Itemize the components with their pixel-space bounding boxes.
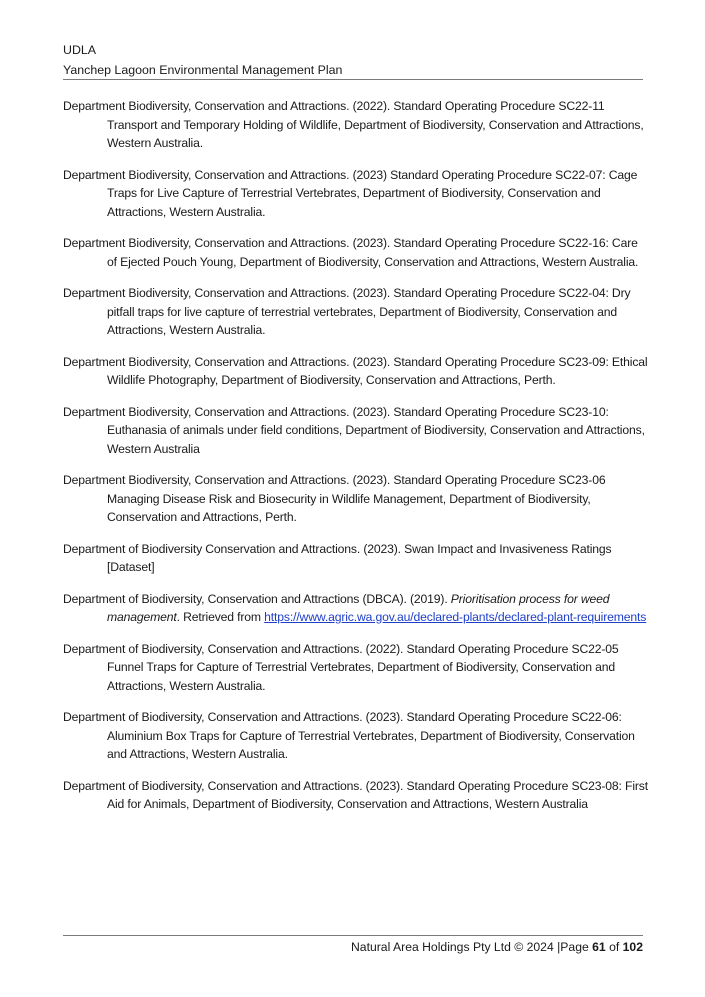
page-header — [63, 40, 643, 80]
reference-item: Department Biodiversity, Conservation and Attractions. (2023). Standard Operating Procedure SC23-10: Euthanasia of animals under field conditions, Department of Biodiversity, Conservation and Attractions, Western Australia — [63, 404, 645, 456]
header-document-title: Yanchep Lagoon Environmental Management Plan — [63, 63, 343, 77]
page-number-current: 61 — [592, 940, 606, 954]
footer-copyright: Natural Area Holdings Pty Ltd © 2024 |Page — [351, 940, 593, 954]
header-organisation: UDLA — [63, 43, 97, 57]
reference-item-with-link — [63, 590, 648, 627]
reference-item: Department Biodiversity, Conservation and Attractions. (2023). Standard Operating Procedure SC22-04: Dry pitfall traps for live capture of terrestrial vertebrates, Department of Biodiversity, Conservation and Attractions, Western Australia. — [63, 286, 631, 337]
reference-item: Department Biodiversity, Conservation and Attractions. (2023). Standard Operating Procedure SC23-06 Managing Disease Risk and Biosecurity in Wildlife Management, Department of Biodiversity, Conservation and Attractions, Perth. — [63, 473, 606, 524]
reference-item: Department Biodiversity, Conservation and Attractions. (2022). Standard Operating Procedure SC22-11 Transport and Temporary Holding of Wildlife, Department of Biodiversity, Conservation and Attractions, Western Australia. — [63, 99, 644, 150]
page-number-total: 102 — [622, 940, 643, 954]
reference-item: Department Biodiversity, Conservation and Attractions. (2023). Standard Operating Procedure SC22-16: Care of Ejected Pouch Young, Department of Biodiversity, Conservation and Attractions, Western Australia. — [63, 236, 639, 269]
reference-list — [63, 97, 648, 827]
reference-prefix: Department of Biodiversity, Conservation and Attractions (DBCA). (2019). — [63, 591, 451, 606]
header-divider — [63, 79, 643, 80]
reference-item: Department of Biodiversity, Conservation and Attractions. (2022). Standard Operating Procedure SC22-05 Funnel Traps for Capture of Terrestrial Vertebrates, Department of Biodiversity, Conservation and Attractions, Western Australia. — [63, 641, 619, 693]
reference-item: Department Biodiversity, Conservation and Attractions. (2023). Standard Operating Procedure SC23-09: Ethical Wildlife Photography, Department of Biodiversity, Conservation and Attractions, Perth. — [63, 354, 648, 387]
reference-italic-title: Prioritisation process for weed management — [107, 591, 610, 624]
reference-url-link[interactable]: https://www.agric.wa.gov.au/declared-plants/declared-plant-requirements — [264, 610, 647, 624]
page-footer — [351, 938, 643, 956]
footer-divider — [63, 935, 643, 936]
reference-retrieved-from: . Retrieved from — [176, 610, 265, 624]
reference-item: Department of Biodiversity Conservation and Attractions. (2023). Swan Impact and Invasiveness Ratings [Dataset] — [63, 541, 612, 574]
reference-item: Department of Biodiversity, Conservation and Attractions. (2023). Standard Operating Procedure SC22-06: Aluminium Box Traps for Capture of Terrestrial Vertebrates, Department of Biodiversity, Conservation and Attractions, Western Australia. — [63, 710, 635, 761]
reference-item: Department of Biodiversity, Conservation and Attractions. (2023). Standard Operating Procedure SC23-08: First Aid for Animals, Department of Biodiversity, Conservation and Attractions, Western Australia — [63, 778, 648, 811]
footer-of-label: of — [605, 940, 623, 954]
reference-item: Department Biodiversity, Conservation and Attractions. (2023) Standard Operating Procedure SC22-07: Cage Traps for Live Capture of Terrestrial Vertebrates, Department of Biodiversity, Conservation and Attractions, Western Australia. — [63, 167, 638, 219]
